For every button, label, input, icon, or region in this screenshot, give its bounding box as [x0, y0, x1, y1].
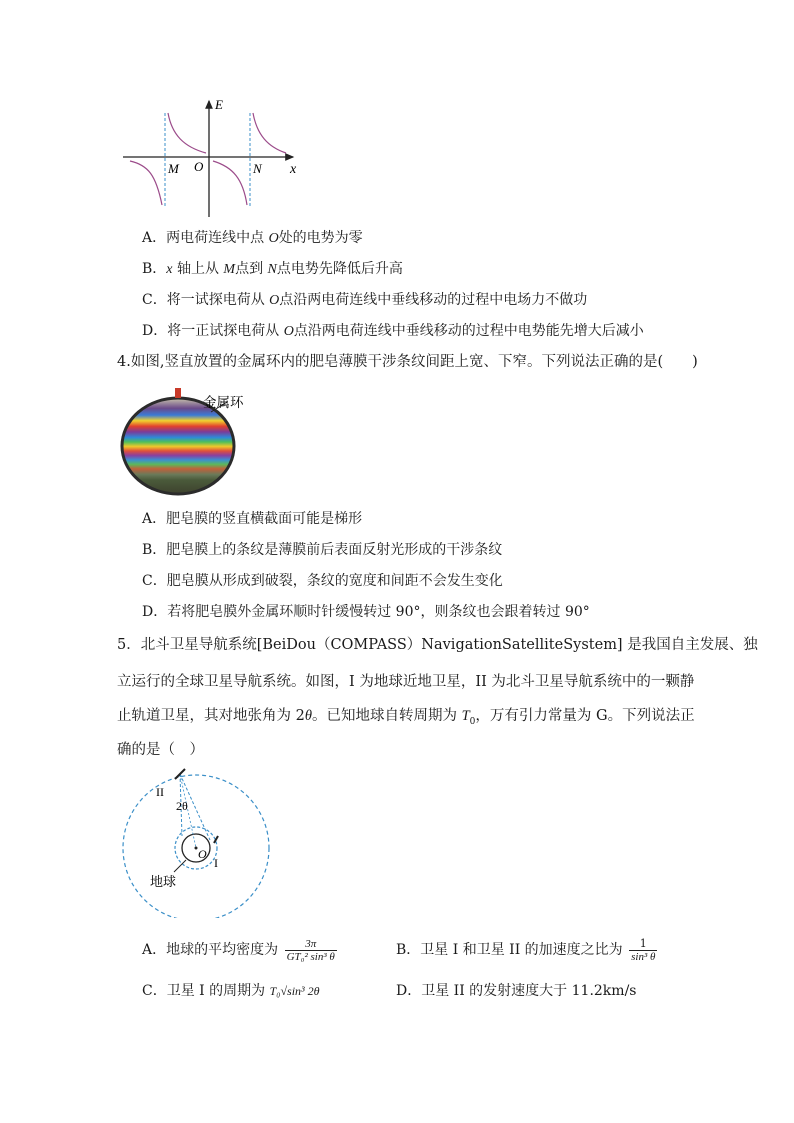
option-a-fraction: $\frac{3\pi}{\text{GT₀² sin³ θ}}$	[286, 937, 335, 963]
q5-stem-line4: 确的是（ ）	[117, 742, 204, 758]
q3-option-b: B．x 轴上从 M点到 N点电势先降低后升高	[142, 261, 403, 277]
q5-option-b: B．卫星 I 和卫星 II 的加速度之比为 $\frac{1}{\text{sin³ θ}}$	[396, 936, 656, 963]
axis-label-e: E	[215, 97, 223, 112]
option-b-fraction: $\frac{1}{\text{sin³ θ}}$	[631, 936, 656, 963]
label-satellite-i: I	[214, 856, 218, 870]
ring-holder	[175, 388, 181, 398]
axis-label-x: x	[290, 162, 297, 177]
label-earth: 地球	[150, 874, 177, 889]
label-satellite-ii: II	[156, 785, 164, 799]
q4-option-a: A．肥皂膜的竖直横截面可能是梯形	[142, 511, 363, 527]
field-graph	[118, 95, 308, 220]
q4-stem: 4.如图,竖直放置的金属环内的肥皂薄膜干涉条纹间距上宽、下窄。下列说法正确的是( )	[117, 354, 698, 370]
label-n: N	[253, 161, 262, 176]
soap-film-figure	[115, 386, 275, 498]
curve-left-outer	[130, 161, 162, 205]
label-center: O	[198, 847, 207, 861]
q5-option-d: D．卫星 II 的发射速度大于 11.2km/s	[396, 983, 637, 999]
q5-stem-line2: 立运行的全球卫星导航系统。如图，I 为地球近地卫星，II 为北斗卫星导航系统中的一颗静	[117, 674, 695, 690]
q5-stem-line1: 5．北斗卫星导航系统[BeiDou（COMPASS）NavigationSatelliteSystem] 是我国自主发展、独	[117, 637, 758, 653]
q4-option-b: B．肥皂膜上的条纹是薄膜前后表面反射光形成的干涉条纹	[142, 542, 503, 558]
q4-option-c: C．肥皂膜从形成到破裂，条纹的宽度和间距不会发生变化	[142, 573, 503, 589]
satellite-ii	[175, 769, 185, 779]
q5-stem-line3: 止轨道卫星，其对地张角为 2θ。已知地球自转周期为 $T_0$，万有引力常量为 G。下列说法正	[117, 708, 695, 727]
curve-right-outer	[253, 113, 286, 153]
curve-middle-upper	[168, 113, 206, 153]
q3-option-a: A．两电荷连线中点 O处的电势为零	[142, 230, 363, 246]
q5-option-c: C．卫星 I 的周期为 T₀√sin³ 2θ	[142, 983, 320, 999]
curve-middle-lower	[213, 161, 247, 205]
q5-option-a: A．地球的平均密度为 $\frac{3\pi}{\text{GT₀² sin³ θ}}$	[142, 937, 335, 963]
label-m: M	[168, 161, 179, 176]
satellite-orbit-figure	[118, 768, 273, 918]
q3-option-d: D．将一正试探电荷从 O点沿两电荷连线中垂线移动的过程中电势能先增大后减小	[142, 323, 644, 339]
label-o: O	[194, 159, 204, 174]
label-angle: 2θ	[176, 799, 188, 813]
q3-option-c: C．将一试探电荷从 O点沿两电荷连线中垂线移动的过程中电场力不做功	[142, 292, 588, 308]
q4-option-d: D．若将肥皂膜外金属环顺时针缓慢转过 90°，则条纹也会跟着转过 90°	[142, 604, 590, 620]
ring-label: 金属环	[203, 395, 244, 410]
